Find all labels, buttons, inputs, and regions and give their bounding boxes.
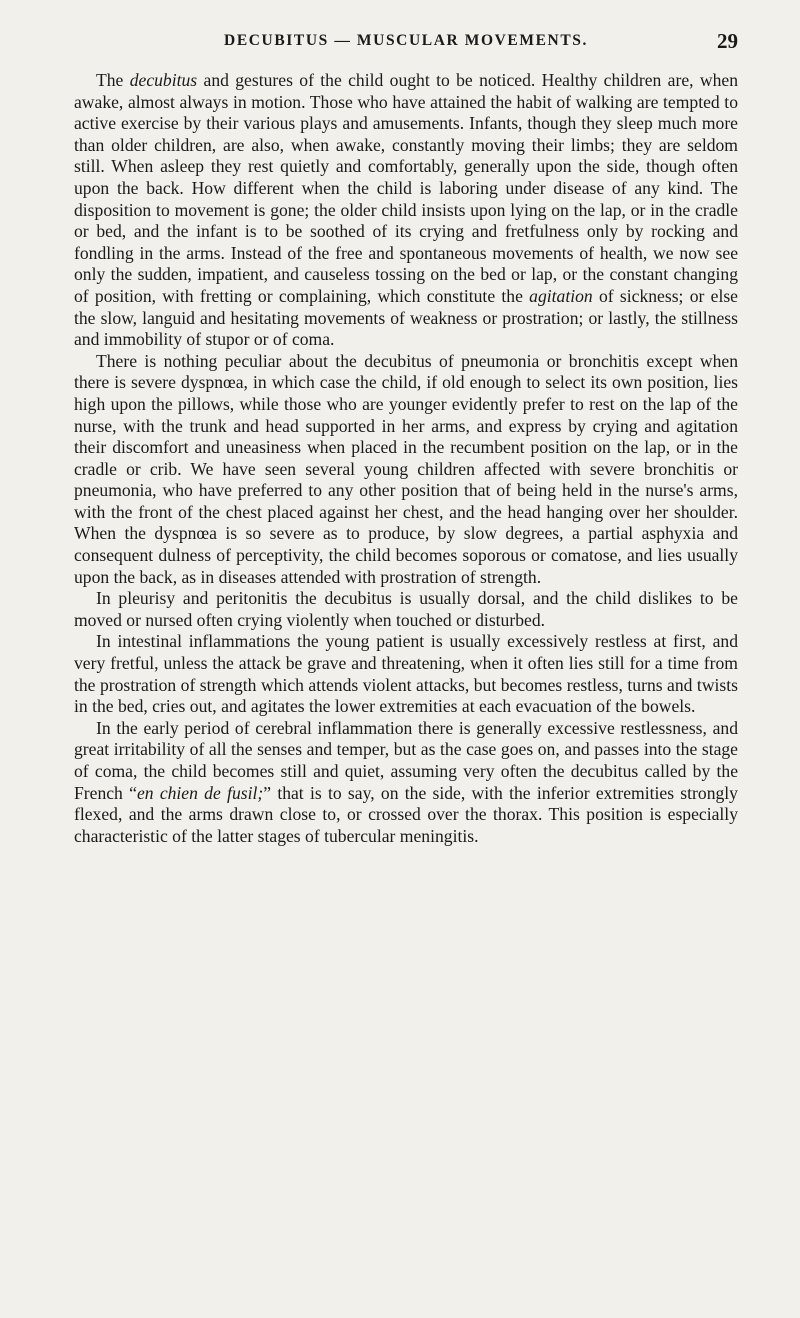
book-page bbox=[74, 26, 738, 847]
paragraph bbox=[74, 718, 738, 848]
italic-text: en chien de fusil; bbox=[136, 782, 264, 803]
text-run: ” that is to say, on the side, with the inferior extremities strongly flexed, and the arms drawn close to, or crossed over the thorax. This position is especially characteristic of the latter stages of tubercular meningitis. bbox=[74, 782, 738, 846]
running-header bbox=[74, 26, 738, 56]
body-text bbox=[74, 70, 738, 847]
page-number: 29 bbox=[717, 29, 738, 53]
text-run: The bbox=[96, 70, 130, 90]
italic-text: decubitus bbox=[129, 70, 198, 90]
text-run: There is nothing peculiar about the decubitus of pneumonia or bronchitis except when there is severe dyspnœa, in which case the child, if old enough to select its own position, lies high upon the pillows, while those who are younger evidently prefer to rest on the lap of the nurse, with the trunk and head supported in her arms, and express by crying and agitation their discomfort and uneasiness when placed in the recumbent position on the lap, or in the cradle or crib. We have seen several young children affected with severe bronchitis or pneumonia, who have preferred to any other position that of being held in the nurse's arms, with the front of the chest placed against her chest, and the head hanging over her shoulder. When the dyspnœa is so severe as to produce, by slow degrees, a partial asphyxia and consequent dulness of perceptivity, the child becomes soporous or comatose, and lies usually upon the back, as in diseases attended with prostration of strength. bbox=[74, 350, 738, 587]
text-run: In intestinal inflammations the young patient is usually excessively restless at first, and very fretful, unless the attack be grave and threatening, when it often lies still for a time from the prostration of strength which attends violent attacks, but becomes restless, turns and twists in the bed, cries out, and agitates the lower extremities at each evacuation of the bowels. bbox=[74, 631, 738, 717]
running-head-title: DECUBITUS — MUSCULAR MOVEMENTS. bbox=[224, 32, 588, 49]
paragraph bbox=[74, 588, 738, 631]
text-run: In pleurisy and peritonitis the decubitus is usually dorsal, and the child dislikes to be moved or nursed often crying violently when touched or disturbed. bbox=[74, 588, 738, 630]
text-run: In the early period of cerebral inflammation there is generally excessive restlessness, and great irritability of all the senses and temper, but as the case goes on, and passes into the stage of coma, the child becomes still and quiet, assuming very often the decubitus called by the French “ bbox=[74, 717, 738, 803]
italic-text: agitation bbox=[529, 285, 593, 306]
paragraph bbox=[74, 70, 738, 351]
paragraph bbox=[74, 351, 738, 589]
text-run: and gestures of the child ought to be noticed. Healthy children are, when awake, almost always in motion. Those who have attained the habit of walking are tempted to active exercise by their various plays and amusements. Infants, though they sleep much more than older children, are also, when awake, constantly moving their limbs; they are seldom still. When asleep they rest quietly and comfortably, generally upon the side, though often upon the back. How different when the child is laboring under disease of any kind. The disposition to movement is gone; the older child insists upon lying on the lap, or in the cradle or bed, and the infant is to be soothed of its crying and fretfulness only by rocking and fondling in the arms. Instead of the free and spontaneous movements of health, we now see only the sudden, impatient, and causeless tossing on the bed or lap, or the constant changing of position, with fretting or complaining, which constitute the bbox=[74, 70, 738, 306]
paragraph bbox=[74, 631, 738, 717]
text-run: of sickness; or else the slow, languid and hesitating movements of weakness or prostration; or lastly, the stillness and immobility of stupor or of coma. bbox=[74, 285, 738, 350]
